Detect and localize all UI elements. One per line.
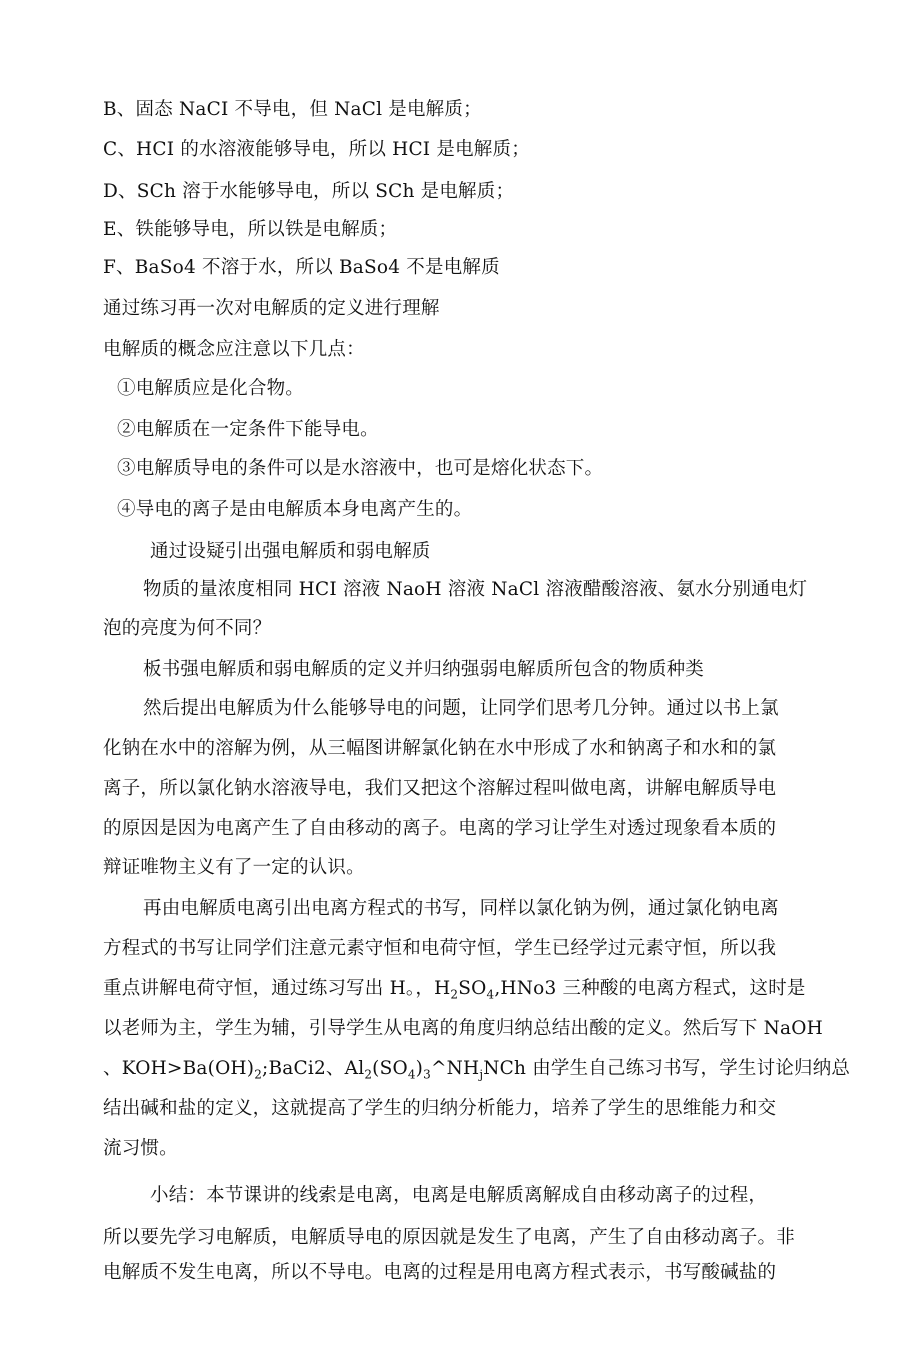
list-item: ②电解质在一定条件下能导电。 — [117, 419, 379, 440]
paragraph-line: 结出碱和盐的定义，这就提高了学生的归纳分析能力，培养了学生的思维能力和交 — [103, 1098, 777, 1119]
summary-line: 所以要先学习电解质，电解质导电的原因就是发生了电离，产生了自由移动离子。非 — [103, 1227, 795, 1248]
text-line: 通过练习再一次对电解质的定义进行理解 — [103, 298, 440, 319]
text-line: F、BaSo4 不溶于水，所以 BaSo4 不是电解质 — [103, 257, 500, 278]
paragraph-line: 化钠在水中的溶解为例，从三幅图讲解氯化钠在水中形成了水和钠离子和水和的氯 — [103, 738, 777, 759]
list-item: ①电解质应是化合物。 — [117, 378, 305, 399]
equation-line: 重点讲解电荷守恒，通过练习写出 H。，$H_2SO_4,HNo3$ 三种酸的电离方程式，这时是 — [103, 978, 806, 1002]
paragraph-line: 以老师为主，学生为辅，引导学生从电离的角度归纳总结出酸的定义。然后写下 NaOH — [103, 1018, 823, 1039]
paragraph-line: 然后提出电解质为什么能够导电的问题，让同学们思考几分钟。通过以书上氯 — [143, 698, 779, 719]
summary-line: 电解质不发生电离，所以不导电。电离的过程是用电离方程式表示，书写酸碱盐的 — [103, 1262, 777, 1283]
paragraph-line: 流习惯。 — [103, 1138, 178, 1159]
paragraph-line: 离子，所以氯化钠水溶液导电，我们又把这个溶解过程叫做电离，讲解电解质导电 — [103, 778, 777, 799]
text-line: 板书强电解质和弱电解质的定义并归纳强弱电解质所包含的物质种类 — [143, 659, 705, 680]
text-line: B、固态 NaCI 不导电，但 NaCl 是电解质； — [103, 99, 482, 120]
text-line: C、HCI 的水溶液能够导电，所以 HCI 是电解质； — [103, 139, 530, 160]
paragraph-line: 物质的量浓度相同 HCI 溶液 NaoH 溶液 NaCl 溶液醋酸溶液、氨水分别通电灯 — [143, 579, 808, 600]
paragraph-line: 再由电解质电离引出电离方程式的书写，同样以氯化钠为例，通过氯化钠电离 — [143, 898, 779, 919]
equation-line: 、$KOH>Ba(OH)_2;BaCi2$、$Al_2(SO_4)_3\^{}NH_jNCh$ 由学生自己练习书写，学生讨论归纳总 — [103, 1058, 851, 1082]
paragraph-line: 方程式的书写让同学们注意元素守恒和电荷守恒，学生已经学过元素守恒，所以我 — [103, 938, 777, 959]
paragraph-line: 泡的亮度为何不同？ — [103, 618, 272, 639]
text-line: 通过设疑引出强电解质和弱电解质 — [150, 541, 431, 562]
paragraph-line: 的原因是因为电离产生了自由移动的离子。电离的学习让学生对透过现象看本质的 — [103, 818, 777, 839]
text-line: D、SCh 溶于水能够导电，所以 SCh 是电解质； — [103, 181, 515, 202]
summary-line: 小结：本节课讲的线索是电离，电离是电解质离解成自由移动离子的过程， — [150, 1185, 768, 1206]
text-line: 电解质的概念应注意以下几点： — [103, 339, 365, 360]
paragraph-line: 辩证唯物主义有了一定的认识。 — [103, 857, 365, 878]
list-item: ③电解质导电的条件可以是水溶液中，也可是熔化状态下。 — [117, 458, 604, 479]
list-item: ④导电的离子是由电解质本身电离产生的。 — [117, 499, 473, 520]
text-line: E、铁能够导电，所以铁是电解质； — [103, 219, 398, 240]
